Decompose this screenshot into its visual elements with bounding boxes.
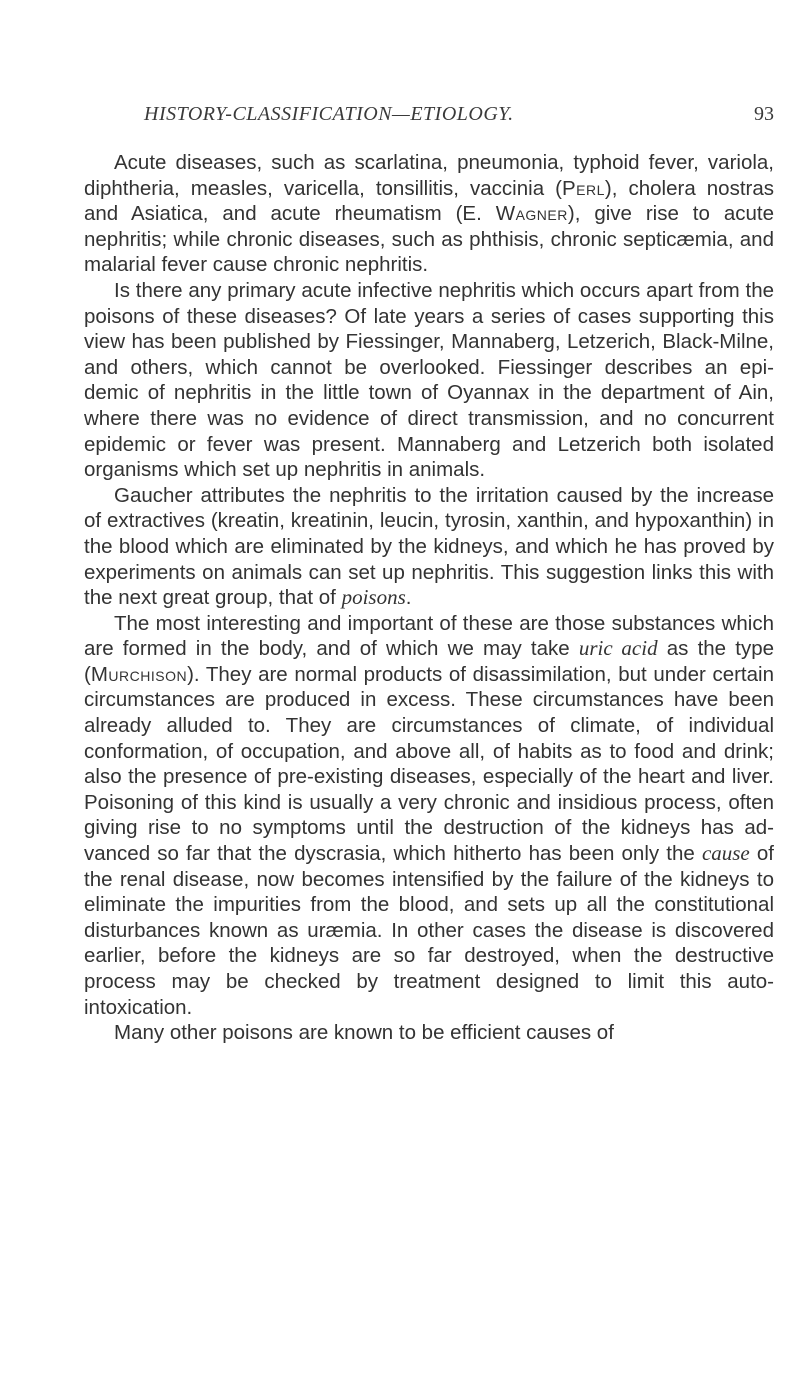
- running-title: HISTORY-CLASSIFICATION—ETIOLOGY.: [144, 103, 514, 125]
- author-name-murchison: Murchison: [90, 662, 188, 686]
- text-run: ), give rise to acute nephritis; while chronic diseases, such as phthisis, chronic septicæmia, and malarial fever cause chronic nephritis.: [84, 202, 774, 277]
- paragraph-other-poisons: Many other poisons are known to be efficient causes of: [114, 1021, 614, 1045]
- text-run: Gaucher attributes the nephritis to the irritation caused by the increase of extractives (kreatin, kreatinin, leucin, tyrosin, xanthin, and hypoxanthin) in the blood which are eliminated by the kidneys, and which he has proved by experiments on animals can set up nephritis. This suggestion links this with the next great group, that of: [84, 483, 774, 610]
- text-run: of the renal disease, now becomes intensified by the failure of the kidneys to eliminate the impurities from the blood, and sets up all the constitutional disturbances known as uræmia. In other cases the disease is discovered earlier, before the kidneys are so far destroyed, when the destructive process may be checked by treatment designed to limit this auto-intoxication.: [84, 842, 775, 1019]
- italic-term-uric-acid: uric acid: [578, 636, 658, 661]
- paragraph-gaucher: [84, 483, 774, 611]
- italic-term-poisons: poisons: [341, 585, 406, 610]
- text-run: ). They are normal products of disassimilation, but under certain circumstances are produced in excess. These circumstances have been already alluded to. They are circumstances of climate, of individual conformation, of occupation, and above all, of habits as to food and drink; also the presence of pre-existing diseases, especially of the heart and liver. Poisoning of this kind is usually a very chronic and insidious process, often giving rise to no symptoms until the destruction of the kidneys has ad- vanced so far that the dyscrasia, which hitherto has been only the: [84, 662, 774, 866]
- text-run: .: [405, 586, 412, 610]
- text-run: Acute diseases, such as scarlatina, pneumonia, typhoid fever, variola, diphtheria, measles, varicella, tonsillitis, vaccinia (: [84, 151, 774, 200]
- body-text: [84, 150, 774, 1046]
- author-name-perl: Perl: [561, 176, 605, 200]
- text-run: ), cholera nostras and Asiatica, and acute rheumatism (E.: [84, 176, 774, 226]
- paragraph-primary-infective-nephritis: Is there any primary acute infective nephritis which occurs apart from the poisons of these diseases? Of late years a series of cases supporting this view has been published by Fiessinger, Mannaberg, Letzerich, Black-Milne, and others, which cannot be overlooked. Fiessinger describes an epi- demic of nephritis in the little town of Oyannax in the department of Ain, where there was no evidence of direct transmission, and no concurrent epidemic or fever was present. Mannaberg and Letzerich both isolated organisms which set up nephritis in animals.: [84, 278, 774, 482]
- page-number: 93: [754, 103, 774, 125]
- italic-term-cause: cause: [701, 841, 750, 866]
- author-name-wagner: Wagner: [495, 202, 568, 226]
- running-head: [144, 103, 774, 127]
- paragraph-uric-acid: [84, 611, 774, 1021]
- text-run: as the type (: [84, 637, 775, 686]
- text-run: The most interesting and important of these are those substances which are formed in the body, and of which we may take: [84, 611, 774, 661]
- paragraph-acute-diseases: [84, 150, 774, 278]
